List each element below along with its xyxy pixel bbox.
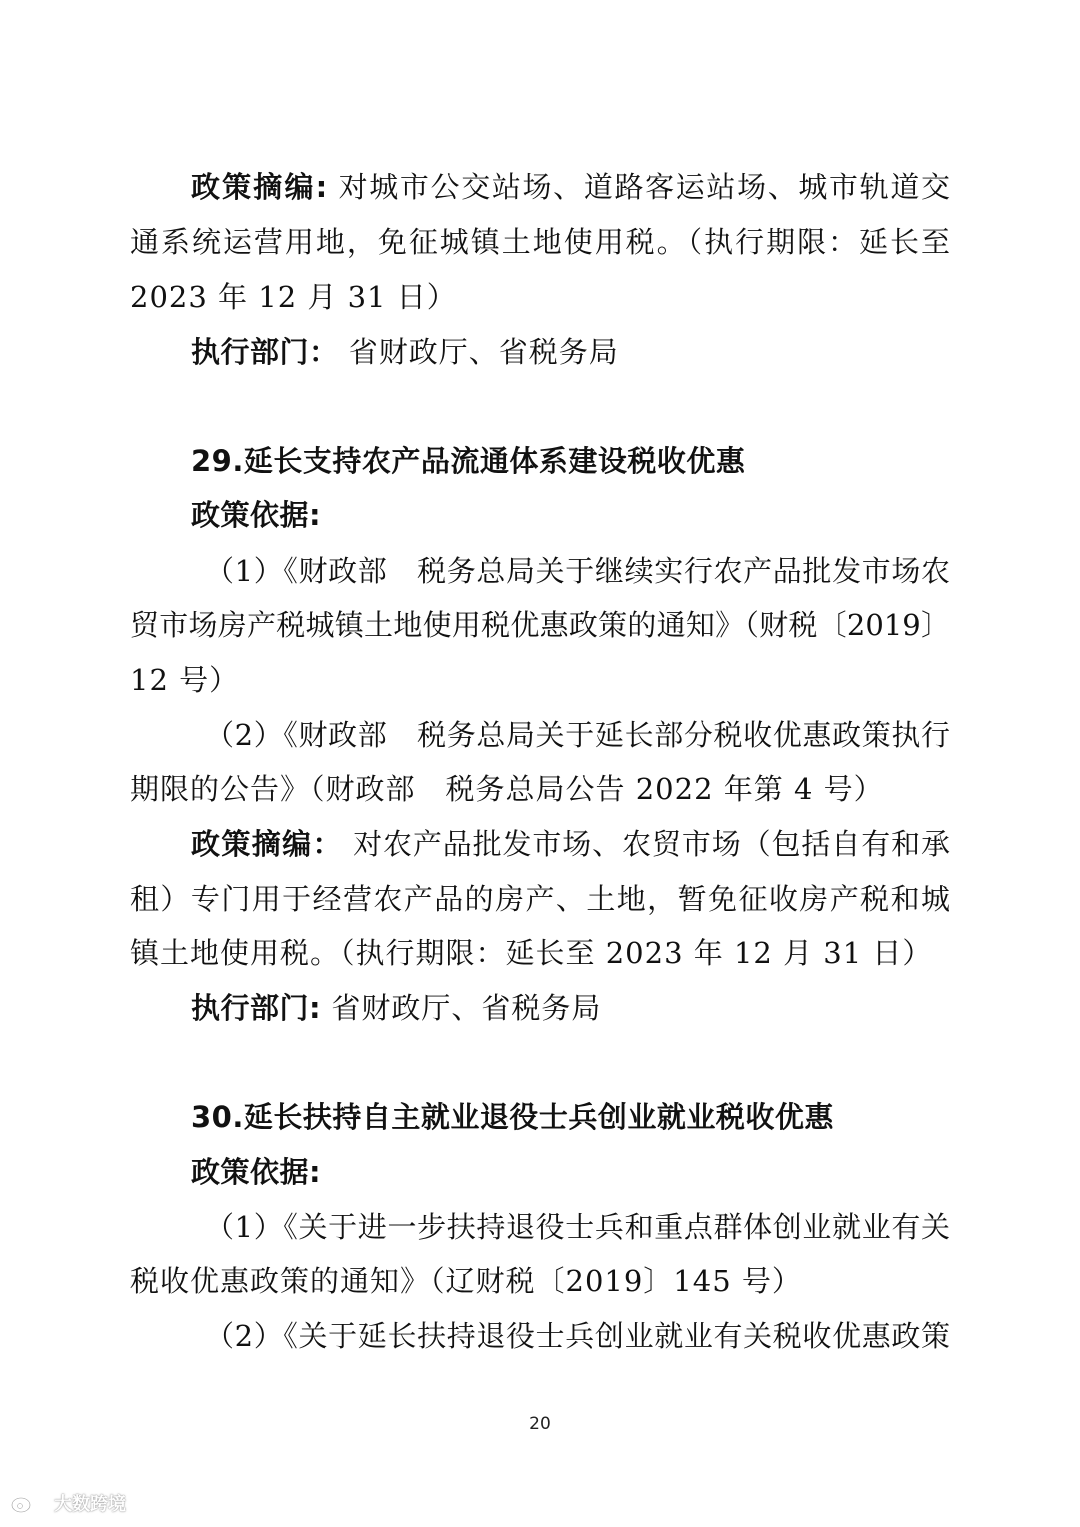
section-heading-29: 29.延长支持农产品流通体系建设税收优惠 (191, 444, 746, 478)
watermark-text: 大数跨境 (54, 1494, 126, 1515)
body-text-line: 税收优惠政策的通知》（辽财税〔2019〕145 号） (130, 1264, 802, 1298)
policy-summary-label: 政策摘编： (191, 827, 343, 861)
watermark (10, 1490, 126, 1516)
body-text-line: （2）《财政部 税务总局关于延长部分税收优惠政策执行 (205, 718, 950, 752)
department-text: 省财政厅、省税务局 (348, 335, 619, 369)
body-text-line: 租）专门用于经营农产品的房产、土地，暂免征收房产税和城 (130, 882, 950, 916)
body-text-line: 2023 年 12 月 31 日） (130, 280, 457, 314)
policy-summary-text: 对农产品批发市场、农贸市场（包括自有和承 (353, 827, 950, 861)
weibo-logo-icon (10, 1492, 50, 1514)
department-line (191, 992, 601, 1024)
policy-summary-text: 对城市公交站场、道路客运站场、城市轨道交 (338, 170, 950, 204)
body-text-line: （1）《财政部 税务总局关于继续实行农产品批发市场农 (205, 554, 950, 588)
department-line (191, 336, 619, 368)
body-text-line: 贸市场房产税城镇土地使用税优惠政策的通知》（财税〔2019〕 (130, 608, 950, 642)
page-number: 20 (529, 1414, 551, 1434)
body-text-line: （2）《关于延长扶持退役士兵创业就业有关税收优惠政策 (205, 1319, 950, 1353)
section-heading-30: 30.延长扶持自主就业退役士兵创业就业税收优惠 (191, 1100, 834, 1134)
policy-summary-line (191, 171, 950, 203)
policy-summary-label: 政策摘编: (191, 170, 328, 204)
department-label: 执行部门： (191, 335, 339, 369)
body-text-line: 通系统运营用地，免征城镇土地使用税。（执行期限：延长至 (130, 225, 950, 259)
body-text-line: 12 号） (130, 663, 240, 697)
policy-summary-line (191, 828, 950, 860)
body-text-line: （1）《关于进一步扶持退役士兵和重点群体创业就业有关 (205, 1210, 950, 1244)
body-text-line: 期限的公告》（财政部 税务总局公告 2022 年第 4 号） (130, 772, 884, 806)
policy-basis-label: 政策依据: (191, 1155, 322, 1189)
department-text: 省财政厅、省税务局 (331, 991, 602, 1025)
department-label: 执行部门: (191, 991, 322, 1025)
policy-basis-label: 政策依据: (191, 498, 322, 532)
body-text-line: 镇土地使用税。（执行期限：延长至 2023 年 12 月 31 日） (130, 936, 933, 970)
